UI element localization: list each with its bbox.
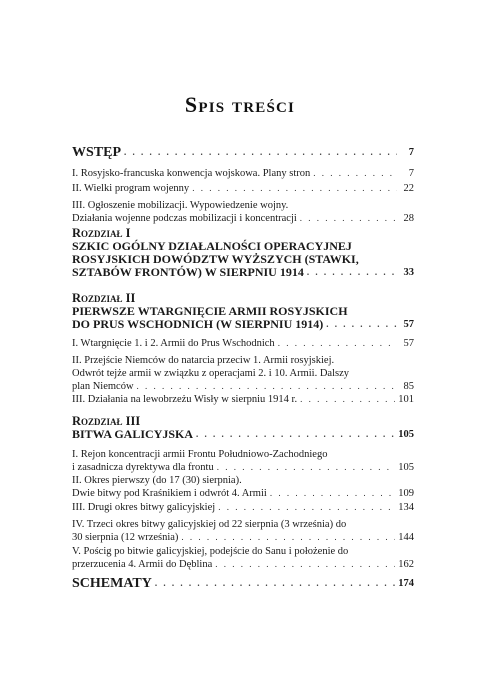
toc-entry[interactable] xyxy=(72,337,414,350)
toc-entry[interactable] xyxy=(72,474,414,500)
page-number: 57 xyxy=(403,338,414,349)
dot-leader xyxy=(313,167,397,180)
entry-title: III. Działania na lewobrzeżu Wisły w sierpniu 1914 r. xyxy=(72,394,298,405)
page-number: 57 xyxy=(403,319,414,330)
entry-title: przerzucenia 4. Armii do Dęblina xyxy=(72,559,213,570)
toc-entry[interactable] xyxy=(72,518,414,544)
toc-entry[interactable] xyxy=(72,501,414,514)
chapter-title: BITWA GALICYJSKA xyxy=(72,427,194,441)
entry-title: Odwrót tejże armii w związku z operacjami 2. i 10. Armii. Dalszy xyxy=(72,368,349,379)
page-number: 28 xyxy=(403,213,414,224)
dot-leader xyxy=(192,182,397,195)
toc-entry[interactable] xyxy=(72,354,414,393)
toc-entry[interactable] xyxy=(72,182,414,195)
toc-chapter-3[interactable] xyxy=(72,415,414,441)
dot-leader xyxy=(196,428,395,441)
entry-title: V. Pościg po bitwie galicyjskiej, podejście do Sanu i położenie do xyxy=(72,546,349,557)
dot-leader xyxy=(300,393,395,406)
page-title: Spis treści xyxy=(184,92,296,117)
page-number: 33 xyxy=(403,267,414,278)
entry-title: II. Okres pierwszy (do 17 (30) sierpnia). xyxy=(72,475,242,486)
dot-leader xyxy=(217,461,396,474)
dot-leader xyxy=(124,146,397,159)
page-number: 22 xyxy=(403,183,414,194)
toc-entry[interactable] xyxy=(72,448,414,474)
chapter-title: SZTABÓW FRONTÓW) W SIERPNIU 1914 xyxy=(72,265,304,279)
entry-title: i zasadnicza dyrektywa dla frontu xyxy=(72,462,214,473)
chapter-title: DO PRUS WSCHODNICH (W SIERPNIU 1914) xyxy=(72,317,324,331)
page-number: 7 xyxy=(408,168,414,179)
entry-title: WSTĘP xyxy=(72,145,122,160)
page-number: 105 xyxy=(398,429,414,440)
dot-leader xyxy=(137,380,397,393)
toc-entry[interactable] xyxy=(72,393,414,406)
entry-title: I. Rejon koncentracji armii Frontu Południowo-Zachodniego xyxy=(72,449,328,460)
page-number: 85 xyxy=(403,381,414,392)
entry-title: IV. Trzeci okres bitwy galicyjskiej od 22 sierpnia (3 września) do xyxy=(72,519,347,530)
chapter-title: ROSYJSKICH DOWÓDZTW WYŻSZYCH (STAWKI, xyxy=(72,252,359,266)
entry-title: II. Przejście Niemców do natarcia przeciw 1. Armii rosyjskiej. xyxy=(72,355,335,366)
dot-leader xyxy=(326,318,397,331)
dot-leader xyxy=(181,531,395,544)
page-number: 105 xyxy=(398,462,414,473)
entry-title: II. Wielki program wojenny xyxy=(72,183,190,194)
dot-leader xyxy=(218,501,395,514)
entry-title: III. Ogłoszenie mobilizacji. Wypowiedzenie wojny. xyxy=(72,200,289,211)
page-number: 134 xyxy=(398,502,414,513)
entry-title: I. Wtargnięcie 1. i 2. Armii do Prus Wschodnich xyxy=(72,338,275,349)
chapter-title: PIERWSZE WTARGNIĘCIE ARMII ROSYJSKICH xyxy=(72,304,348,318)
toc-entry-schematy[interactable] xyxy=(72,577,414,590)
dot-leader xyxy=(278,337,397,350)
page-number: 109 xyxy=(398,488,414,499)
dot-leader xyxy=(155,577,395,590)
entry-title: Działania wojenne podczas mobilizacji i koncentracji xyxy=(72,213,297,224)
entry-title: Dwie bitwy pod Kraśnikiem i odwrót 4. Armii xyxy=(72,488,267,499)
dot-leader xyxy=(307,266,397,279)
toc-chapter-1[interactable] xyxy=(72,227,414,279)
toc-entry[interactable] xyxy=(72,199,414,225)
entry-title: I. Rosyjsko-francuska konwencja wojskowa. Plany stron xyxy=(72,168,311,179)
entry-title: SCHEMATY xyxy=(72,576,152,591)
dot-leader xyxy=(270,487,395,500)
entry-title: III. Drugi okres bitwy galicyjskiej xyxy=(72,502,216,513)
toc-entry[interactable] xyxy=(72,545,414,571)
page-number: 7 xyxy=(408,147,414,158)
entry-title: plan Niemców xyxy=(72,381,134,392)
toc-entry[interactable] xyxy=(72,167,414,180)
toc-chapter-2[interactable] xyxy=(72,292,414,331)
page-number: 144 xyxy=(398,532,414,543)
page-number: 174 xyxy=(398,578,414,589)
chapter-title: SZKIC OGÓLNY DZIAŁALNOŚCI OPERACYJNEJ xyxy=(72,239,352,253)
chapter-label: Rozdział III xyxy=(72,414,141,428)
page-number: 162 xyxy=(398,559,414,570)
toc-entry-wstep[interactable] xyxy=(72,146,414,159)
chapter-label: Rozdział II xyxy=(72,291,136,305)
page-number: 101 xyxy=(398,394,414,405)
dot-leader xyxy=(300,212,397,225)
entry-title: 30 sierpnia (12 września) xyxy=(72,532,179,543)
chapter-label: Rozdział I xyxy=(72,226,131,240)
dot-leader xyxy=(215,558,395,571)
